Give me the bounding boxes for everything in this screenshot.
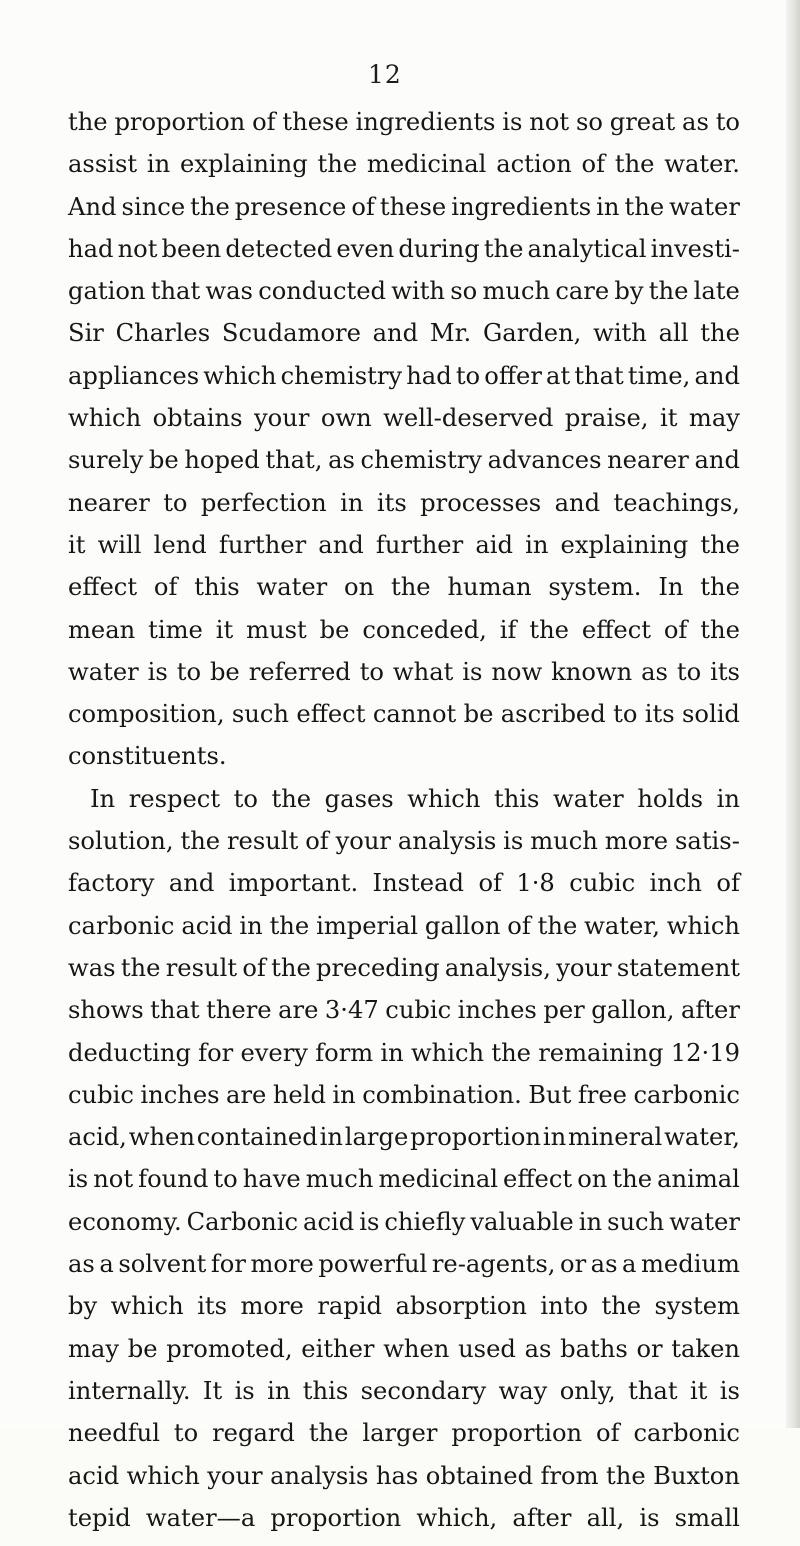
text-line: assist in explaining the medicinal action of the water. <box>68 150 740 179</box>
text-line: economy. Carbonic acid is chiefly valuable in such water <box>68 1207 740 1236</box>
text-line: deducting for every form in which the remaining 12·19 <box>68 1038 740 1067</box>
page-edge <box>786 0 800 1428</box>
text-line: gation that was conducted with so much care by the late <box>68 277 740 306</box>
text-line: by which its more rapid absorption into the system <box>68 1292 740 1321</box>
text-line: constituents. <box>68 742 227 771</box>
text-line: effect of this water on the human system. In the <box>68 573 740 602</box>
text-line: acid which your analysis has obtained from the Buxton <box>68 1461 740 1490</box>
body-text <box>68 108 740 1546</box>
text-line: was the result of the preceding analysis, your statement <box>68 953 740 982</box>
text-line: surely be hoped that, as chemistry advances nearer and <box>68 446 740 475</box>
text-line: appliances which chemistry had to offer at that time, and <box>68 361 740 390</box>
text-line: solution, the result of your analysis is much more satis- <box>68 827 740 856</box>
text-line: water is to be referred to what is now known as to its <box>68 657 740 686</box>
text-line: In respect to the gases which this water holds in <box>90 784 740 813</box>
text-line: the proportion of these ingredients is not so great as to <box>68 108 740 136</box>
text-line: Sir Charles Scudamore and Mr. Garden, with all the <box>68 319 740 348</box>
text-line: factory and important. Instead of 1·8 cubic inch of <box>68 869 740 898</box>
text-line: shows that there are 3·47 cubic inches per gallon, after <box>68 996 740 1025</box>
text-line: acid, when contained in large proportion in mineral water, <box>68 1123 740 1152</box>
text-line: tepid water—a proportion which, after all, is small <box>68 1503 740 1532</box>
text-line: cubic inches are held in combination. But free carbonic <box>68 1080 740 1109</box>
text-line: mean time it must be conceded, if the effect of the <box>68 615 740 644</box>
text-line: is not found to have much medicinal effect on the animal <box>68 1165 740 1194</box>
text-line: which obtains your own well-deserved praise, it may <box>68 404 740 433</box>
text-line: may be promoted, either when used as baths or taken <box>68 1334 740 1363</box>
page-number: 12 <box>368 60 402 89</box>
text-line: And since the presence of these ingredients in the water <box>68 192 740 221</box>
text-line: nearer to perfection in its processes and teachings, <box>68 488 740 517</box>
text-line: had not been detected even during the analytical investi- <box>68 234 740 263</box>
text-line: it will lend further and further aid in explaining the <box>68 530 740 559</box>
text-line: needful to regard the larger proportion of carbonic <box>68 1419 740 1448</box>
text-line: internally. It is in this secondary way only, that it is <box>68 1376 740 1405</box>
text-line: composition, such effect cannot be ascribed to its solid <box>68 700 740 729</box>
text-line: as a solvent for more powerful re-agents, or as a medium <box>68 1250 740 1279</box>
text-line: carbonic acid in the imperial gallon of the water, which <box>68 911 740 940</box>
